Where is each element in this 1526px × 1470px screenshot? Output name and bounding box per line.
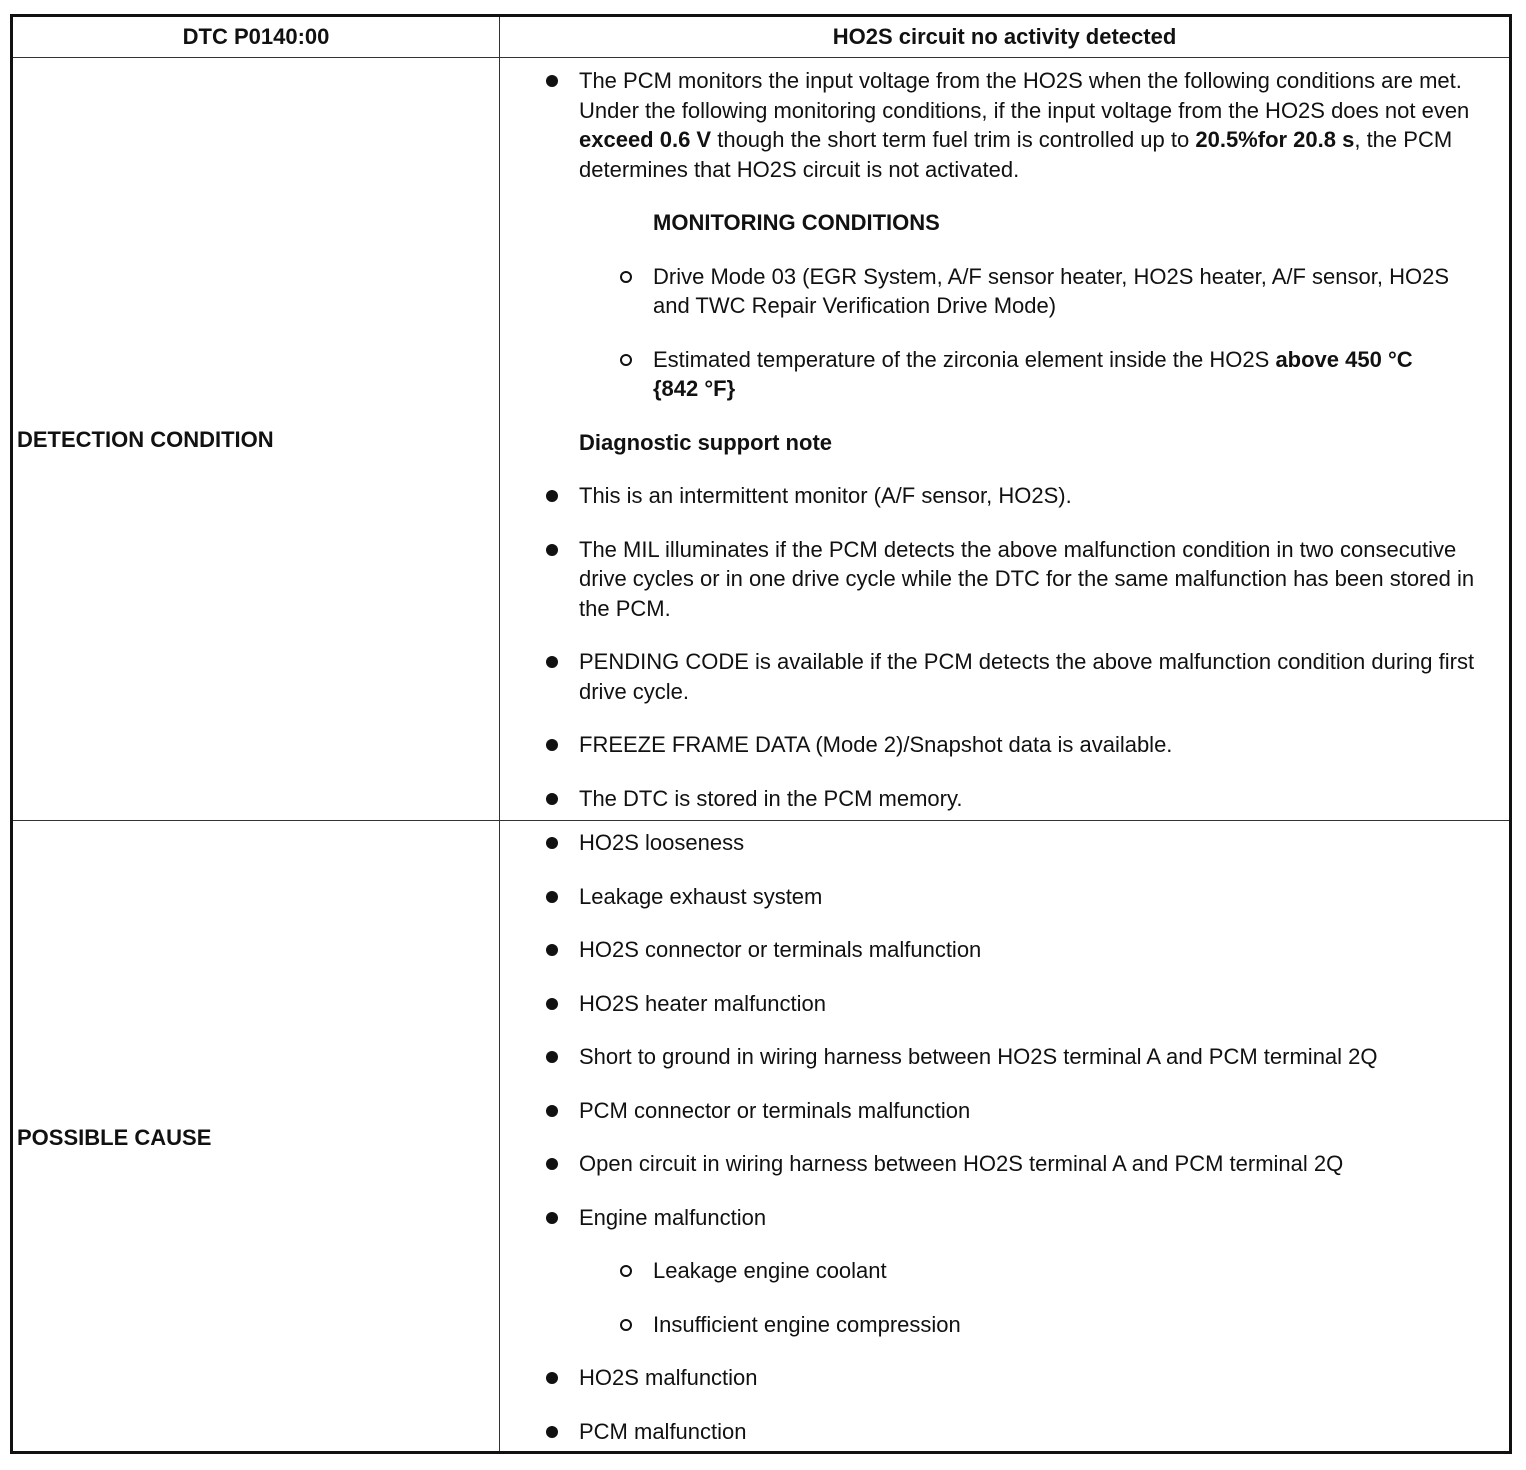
- dtc-table: [10, 14, 1512, 1454]
- support-note-item: FREEZE FRAME DATA (Mode 2)/Snapshot data is available.: [500, 730, 1509, 760]
- detection-condition-content: [500, 66, 1509, 837]
- diagnostic-support-note-heading: Diagnostic support note: [579, 429, 832, 455]
- support-note-item: The DTC is stored in the PCM memory.: [500, 784, 1509, 814]
- cause-item: HO2S malfunction: [500, 1363, 1509, 1393]
- dtc-code-header: DTC P0140:00: [182, 24, 330, 49]
- monitoring-condition-item: [500, 345, 1509, 404]
- possible-cause-content: [500, 828, 1509, 1470]
- support-note-item: This is an intermittent monitor (A/F sensor, HO2S).: [500, 481, 1509, 511]
- support-note-item: The MIL illuminates if the PCM detects the above malfunction condition in two consecutive drive cycles or in one drive cycle while the DTC for the same malfunction has been stored in the PCM.: [500, 535, 1509, 624]
- detection-main-bullet: [500, 66, 1509, 184]
- header-row-divider: [13, 57, 1509, 58]
- cause-item: HO2S looseness: [500, 828, 1509, 858]
- detection-main-bold-2: 20.5%for 20.8 s: [1195, 127, 1355, 152]
- detection-main-bold-1: exceed 0.6 V: [579, 127, 712, 152]
- monitoring-condition-bold: above 450 °C {842 °F}: [653, 346, 1413, 401]
- detection-main-text-3: , the PCM determines that HO2S circuit is not activated.: [579, 127, 1453, 182]
- dtc-title-header: HO2S circuit no activity detected: [832, 24, 1177, 49]
- cause-item: Short to ground in wiring harness between HO2S terminal A and PCM terminal 2Q: [500, 1042, 1509, 1072]
- engine-sub-cause-item: Insufficient engine compression: [500, 1310, 1509, 1340]
- cause-item: Open circuit in wiring harness between HO2S terminal A and PCM terminal 2Q: [500, 1149, 1509, 1179]
- detection-main-text-2: though the short term fuel trim is controlled up to: [711, 127, 1196, 152]
- detection-condition-label: DETECTION CONDITION: [17, 427, 274, 452]
- detection-main-text-1: The PCM monitors the input voltage from the HO2S when the following conditions are met. Under the following monitoring conditions, if the input voltage from the HO2S does not even: [579, 68, 1470, 123]
- cause-item: Engine malfunction: [500, 1203, 1509, 1233]
- monitoring-condition-text: Estimated temperature of the zirconia element inside the HO2S: [653, 346, 1276, 372]
- support-note-item: PENDING CODE is available if the PCM detects the above malfunction condition during first drive cycle.: [500, 647, 1509, 706]
- possible-cause-label: POSSIBLE CAUSE: [17, 1125, 212, 1150]
- monitoring-conditions-heading: MONITORING CONDITIONS: [653, 210, 940, 235]
- monitoring-condition-item: Drive Mode 03 (EGR System, A/F sensor heater, HO2S heater, A/F sensor, HO2S and TWC Repair Verification Drive Mode): [500, 262, 1509, 321]
- engine-sub-cause-item: Leakage engine coolant: [500, 1256, 1509, 1286]
- cause-item: HO2S connector or terminals malfunction: [500, 935, 1509, 965]
- cause-item: PCM connector or terminals malfunction: [500, 1096, 1509, 1126]
- cause-item: HO2S heater malfunction: [500, 989, 1509, 1019]
- cause-item: Leakage exhaust system: [500, 882, 1509, 912]
- cause-item: PCM malfunction: [500, 1417, 1509, 1447]
